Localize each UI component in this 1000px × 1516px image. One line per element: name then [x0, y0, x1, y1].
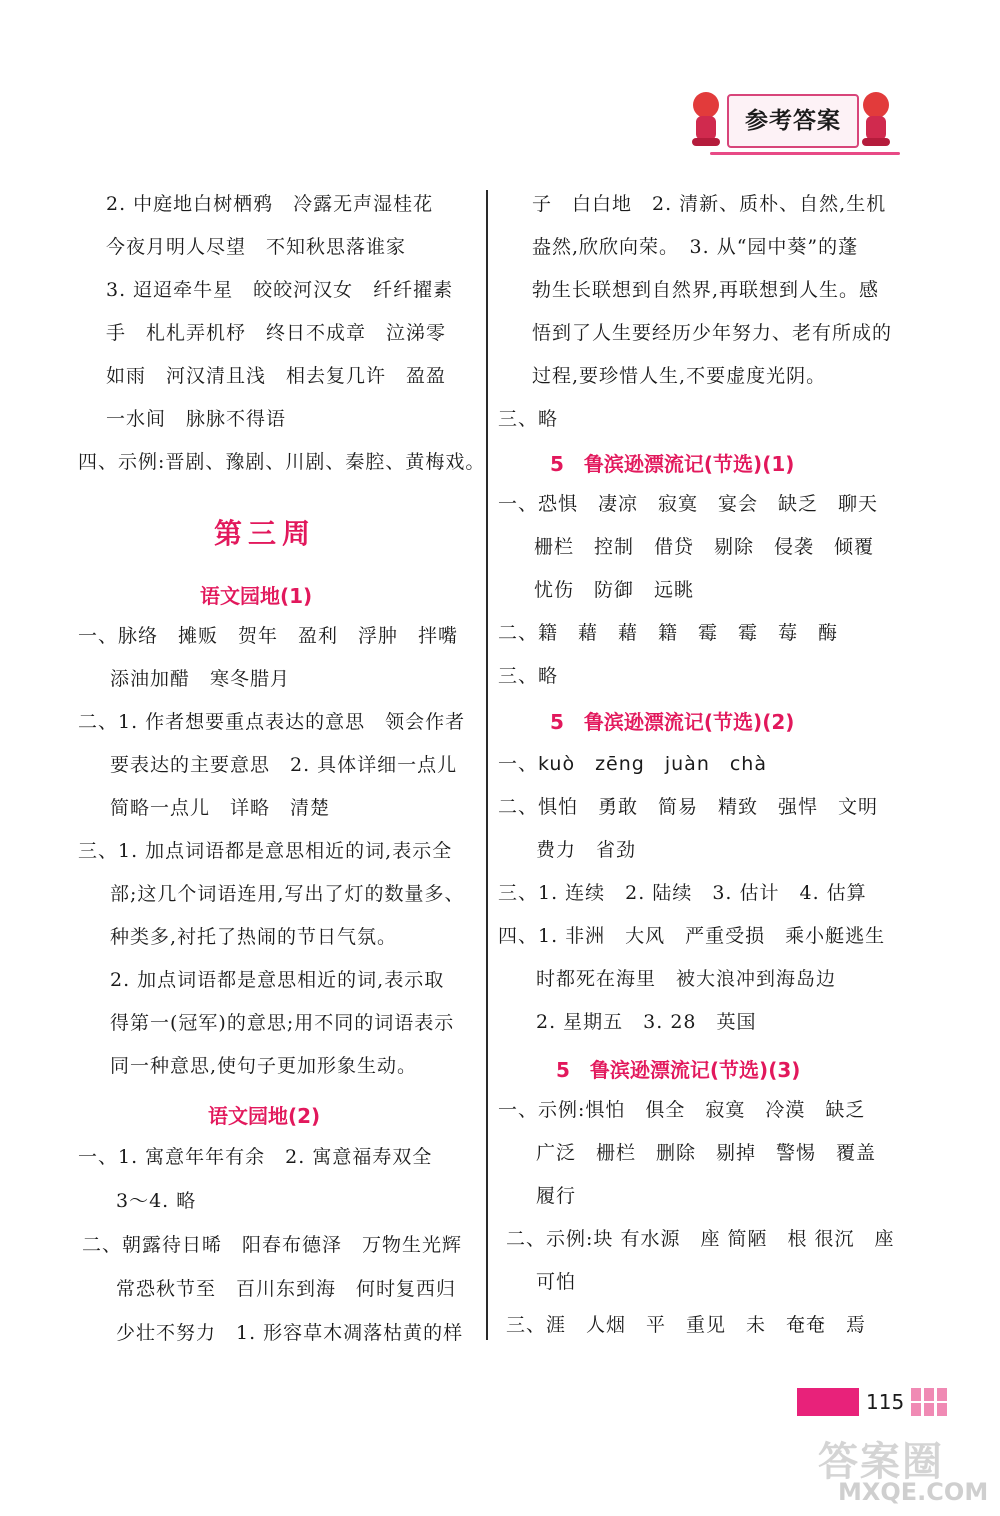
- header-title: 参考答案: [745, 108, 841, 134]
- answer-line: 2. 星期五 3. 28 英国: [536, 1011, 757, 1033]
- answer-line: 种类多,衬托了热闹的节日气氛。: [110, 926, 398, 948]
- page-number: 115: [866, 1390, 905, 1414]
- answer-line: 四、1. 非洲 大风 严重受损 乘小艇逃生: [498, 925, 886, 947]
- answer-line: 二、惧怕 勇敢 简易 精致 强悍 文明: [498, 796, 879, 818]
- answer-key-badge: [683, 88, 901, 158]
- header-underline: [710, 152, 900, 155]
- answer-line: 一、示例:惧怕 俱全 寂寞 冷漠 缺乏: [498, 1099, 866, 1121]
- answer-line: 忧伤 防御 远眺: [534, 579, 695, 601]
- section-title: 5 鲁滨逊漂流记(节选)(3): [556, 1058, 801, 1082]
- cartoon-figure-left-icon: [689, 90, 723, 150]
- answer-line: 要表达的主要意思 2. 具体详细一点儿: [110, 754, 458, 776]
- answer-line: 三、涯 人烟 平 重见 未 奄奄 焉: [506, 1314, 867, 1336]
- answer-line: 少壮不努力 1. 形容草木凋落枯黄的样: [116, 1322, 464, 1344]
- section-title: 5 鲁滨逊漂流记(节选)(2): [550, 710, 795, 734]
- answer-line: 部;这几个词语连用,写出了灯的数量多、: [110, 883, 465, 905]
- answer-line: 过程,要珍惜人生,不要虚度光阴。: [532, 365, 827, 387]
- answer-line: 广泛 栅栏 删除 剔掉 警惕 覆盖: [536, 1142, 877, 1164]
- answer-line: 三、1. 加点词语都是意思相近的词,表示全: [78, 840, 453, 862]
- answer-line: 3～4. 略: [116, 1190, 197, 1212]
- answer-line: 2. 加点词语都是意思相近的词,表示取: [110, 969, 445, 991]
- answer-line: 二、朝露待日晞 阳春布德泽 万物生光辉: [82, 1234, 463, 1256]
- answer-line: 如雨 河汉清且浅 相去复几许 盈盈: [106, 365, 447, 387]
- answer-line: 三、1. 连续 2. 陆续 3. 估计 4. 估算: [498, 882, 867, 904]
- answer-line: 子 白白地 2. 清新、质朴、自然,生机: [532, 193, 887, 215]
- answer-line: 四、示例:晋剧、豫剧、川剧、秦腔、黄梅戏。: [78, 451, 486, 473]
- answer-line: 一、kuò zēng juàn chà: [498, 753, 767, 775]
- answer-line: 一、脉络 摊贩 贺年 盈利 浮肿 拌嘴: [78, 625, 459, 647]
- answer-line: 三、略: [498, 408, 559, 430]
- answer-line: 勃生长联想到自然界,再联想到人生。感: [532, 279, 880, 301]
- watermark-url: MXQE.COM: [838, 1478, 989, 1506]
- answer-line: 手 札札弄机杼 终日不成章 泣涕零: [106, 322, 447, 344]
- answer-line: 二、示例:块 有水源 座 简陋 根 很沉 座: [506, 1228, 895, 1250]
- answer-line: 费力 省劲: [536, 839, 637, 861]
- answer-line: 3. 迢迢牵牛星 皎皎河汉女 纤纤擢素: [106, 279, 454, 301]
- page-number-bar: [797, 1388, 859, 1416]
- answer-line: 可怕: [536, 1271, 577, 1293]
- answer-line: 同一种意思,使句子更加形象生动。: [110, 1055, 418, 1077]
- section-title: 5 鲁滨逊漂流记(节选)(1): [550, 452, 795, 476]
- answer-line: 常恐秋节至 百川东到海 何时复西归: [116, 1278, 457, 1300]
- answer-line: 一、1. 寓意年年有余 2. 寓意福寿双全: [78, 1146, 433, 1168]
- answer-line: 2. 中庭地白树栖鸦 冷露无声湿桂花: [106, 193, 434, 215]
- answer-line: 添油加醋 寒冬腊月: [110, 668, 291, 690]
- column-divider: [486, 190, 488, 1340]
- answer-line: 二、1. 作者想要重点表达的意思 领会作者: [78, 711, 466, 733]
- answer-line: 悟到了人生要经历少年努力、老有所成的: [532, 322, 893, 344]
- answer-line: 三、略: [498, 665, 559, 687]
- answer-line: 一、恐惧 凄凉 寂寞 宴会 缺乏 聊天: [498, 493, 879, 515]
- watermark: [818, 1430, 988, 1510]
- answer-line: 时都死在海里 被大浪冲到海岛边: [536, 968, 837, 990]
- watermark-text: 答案圈: [818, 1439, 944, 1485]
- page-corner-blocks: [911, 1388, 949, 1416]
- answer-line: 今夜月明人尽望 不知秋思落谁家: [106, 236, 407, 258]
- answer-line: 得第一(冠军)的意思;用不同的词语表示: [110, 1012, 455, 1034]
- answer-line: 一水间 脉脉不得语: [106, 408, 287, 430]
- answer-line: 栅栏 控制 借贷 剔除 侵袭 倾覆: [534, 536, 875, 558]
- section-title: 语文园地(1): [200, 584, 313, 608]
- answer-line: 履行: [536, 1185, 577, 1207]
- section-title: 语文园地(2): [208, 1104, 321, 1128]
- week-title: 第三周: [214, 517, 317, 550]
- answer-line: 二、籍 藉 藉 籍 霉 霉 莓 酶: [498, 622, 839, 644]
- cartoon-figure-right-icon: [859, 90, 893, 150]
- answer-line: 盎然,欣欣向荣。 3. 从“园中葵”的蓬: [532, 236, 859, 258]
- answer-line: 简略一点儿 详略 清楚: [110, 797, 331, 819]
